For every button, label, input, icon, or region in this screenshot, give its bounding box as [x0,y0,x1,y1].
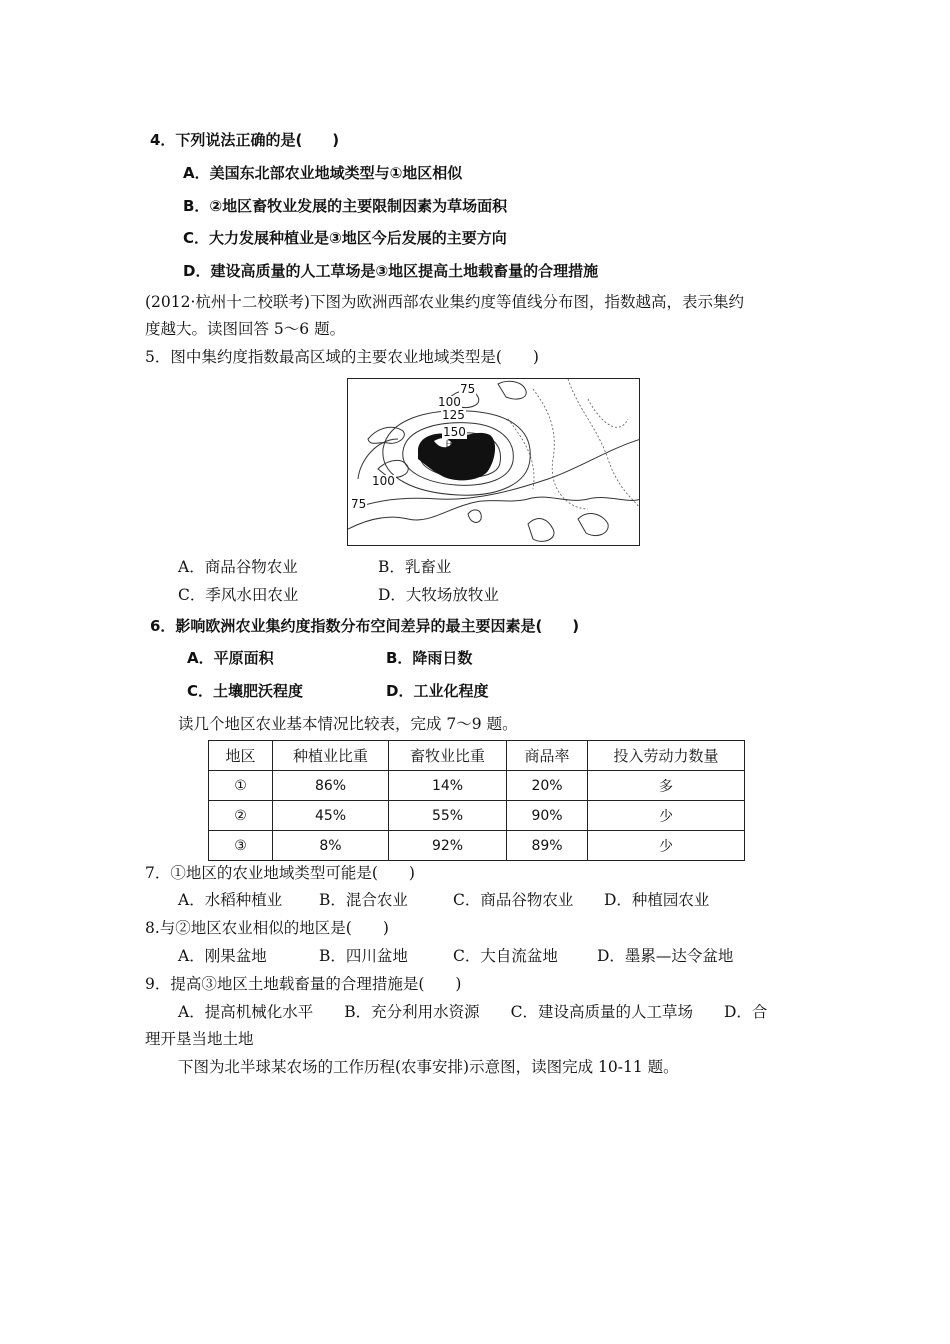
table-cell: 89% [507,831,588,861]
table-header: 种植业比重 [273,741,389,771]
intro-5-6-line2: 度越大。读图回答 5～6 题。 [145,320,346,338]
contour-label-150: 150 [443,425,466,439]
q7-stem: 7．①地区的农业地域类型可能是( ) [145,864,415,882]
europe-intensity-map [347,378,640,546]
contour-label-75-top: 75 [460,382,476,396]
q5-stem: 5．图中集约度指数最高区域的主要农业地域类型是( ) [145,348,539,366]
q5-option-d: D．大牧场放牧业 [378,586,499,604]
q7-option-b: B．混合农业 [319,891,408,909]
q5-option-c: C．季风水田农业 [178,586,299,604]
table-cell: 92% [389,831,507,861]
table-cell: 少 [588,831,745,861]
intro-5-6-line1: (2012·杭州十二校联考)下图为欧洲西部农业集约度等值线分布图，指数越高，表示集约 [145,293,744,311]
q6-option-a: A．平原面积 [187,649,274,667]
q8-option-b: B．四川盆地 [319,947,408,965]
table-cell: 45% [273,801,389,831]
region-label-jia: 甲 [445,439,458,453]
q6-option-c: C．土壤肥沃程度 [187,682,304,700]
q6-option-d: D．工业化程度 [386,682,489,700]
q8-option-c: C．大自流盆地 [453,947,558,965]
table-row [209,771,745,801]
table-header: 投入劳动力数量 [588,741,745,771]
table-row [209,801,745,831]
table-header: 地区 [209,741,273,771]
table-cell: 20% [507,771,588,801]
q6-stem: 6．影响欧洲农业集约度指数分布空间差异的最主要因素是( ) [150,617,580,635]
q8-option-d: D．墨累—达令盆地 [597,947,734,965]
table-cell: 8% [273,831,389,861]
q4-stem: 4．下列说法正确的是( ) [150,131,340,149]
table-header-row [209,741,745,771]
intro-7-9: 读几个地区农业基本情况比较表，完成 7～9 题。 [178,715,518,733]
table-header: 商品率 [507,741,588,771]
q9-stem: 9．提高③地区土地载畜量的合理措施是( ) [145,975,462,993]
q7-option-c: C．商品谷物农业 [453,891,574,909]
intro-10-11: 下图为北半球某农场的工作历程(农事安排)示意图，读图完成 10-11 题。 [178,1058,679,1076]
q5-option-b: B．乳畜业 [378,558,452,576]
q4-option-a: A．美国东北部农业地域类型与①地区相似 [183,164,463,182]
map-drawing [348,379,640,546]
table-row [209,831,745,861]
agriculture-comparison-table [208,740,745,861]
table-cell: ① [209,771,273,801]
q7-option-d: D．种植园农业 [604,891,710,909]
q8-option-a: A．刚果盆地 [178,947,267,965]
q5-option-a: A．商品谷物农业 [178,558,298,576]
table-cell: 14% [389,771,507,801]
table-cell: 86% [273,771,389,801]
table-cell: 55% [389,801,507,831]
contour-label-125: 125 [442,408,465,422]
contour-label-75-left: 75 [351,497,367,511]
q9-options-cont: 理开垦当地土地 [145,1030,254,1048]
table-cell: ③ [209,831,273,861]
q7-option-a: A．水稻种植业 [178,891,283,909]
q8-stem: 8.与②地区农业相似的地区是( ) [145,919,389,937]
table-cell: 多 [588,771,745,801]
q6-option-b: B．降雨日数 [386,649,473,667]
table-cell: 90% [507,801,588,831]
contour-label-100-left: 100 [372,474,395,488]
contour-label-100-top: 100 [438,395,461,409]
table-cell: 少 [588,801,745,831]
table-header: 畜牧业比重 [389,741,507,771]
table-cell: ② [209,801,273,831]
q4-option-d: D．建设高质量的人工草场是③地区提高土地载畜量的合理措施 [183,262,599,280]
q4-option-b: B．②地区畜牧业发展的主要限制因素为草场面积 [183,197,508,215]
q4-option-c: C．大力发展种植业是③地区今后发展的主要方向 [183,229,507,247]
q9-options: A．提高机械化水平 B．充分利用水资源 C．建设高质量的人工草场 D．合 [178,1003,768,1021]
